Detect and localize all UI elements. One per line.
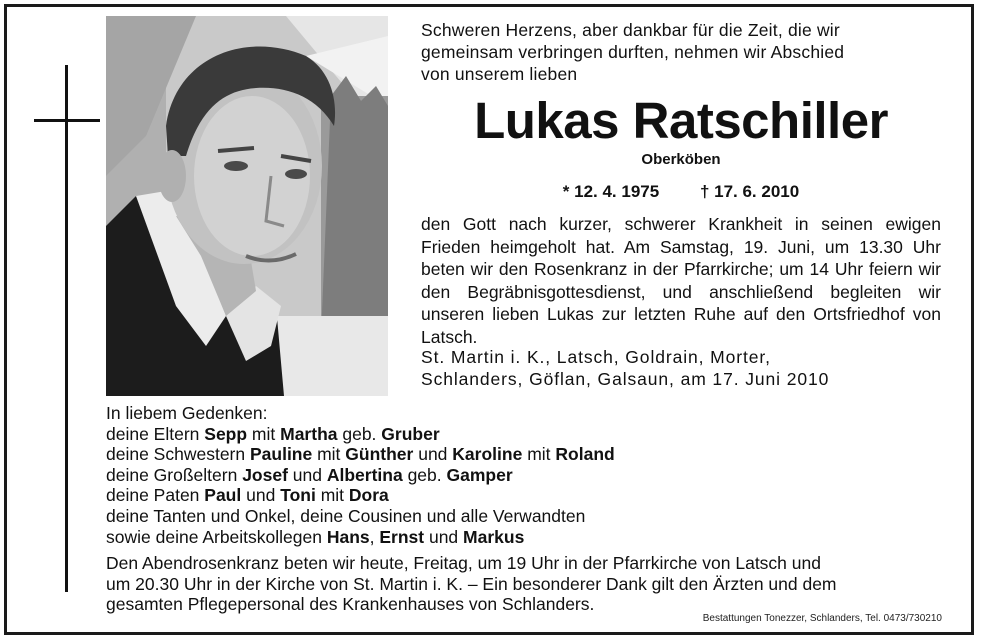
places-and-date bbox=[421, 346, 941, 390]
family-siblings: deine Schwestern Pauline mit Günther und Karoline mit Roland bbox=[106, 444, 615, 465]
announcement-text bbox=[421, 213, 941, 348]
intro-line: von unserem lieben bbox=[421, 64, 578, 84]
funeral-home-credit: Bestattungen Tonezzer, Schlanders, Tel. 0473/730210 bbox=[702, 613, 942, 624]
announcement-paragraph: den Gott nach kurzer, schwerer Krankheit in seinen ewigen Frieden heimgeholt hat. Am Samstag, 19. Juni, um 13.30 Uhr beten wir den Rosenkranz in der Pfarrkirche; um 14 Uhr feiern wir den Begräbnisgottesdienst, und anschließend begleiten wir unseren lieben Lukas zur letzten Ruhe auf den Ortsfriedhof von Latsch. bbox=[421, 214, 941, 347]
portrait-photo bbox=[106, 16, 388, 396]
family-colleagues: sowie deine Arbeitskollegen Hans, Ernst und Markus bbox=[106, 526, 525, 547]
closing-line: gesamten Pflegepersonal des Krankenhauses von Schlanders. bbox=[106, 594, 595, 614]
death-date: † 17. 6. 2010 bbox=[699, 182, 800, 201]
intro-line: gemeinsam verbringen durften, nehmen wir Abschied bbox=[421, 42, 845, 62]
cross-vertical-bar bbox=[65, 65, 68, 592]
family-heading: In liebem Gedenken: bbox=[106, 403, 268, 423]
family-godparents: deine Paten Paul und Toni mit Dora bbox=[106, 485, 389, 506]
family-list bbox=[106, 403, 946, 547]
places-line: Schlanders, Göflan, Galsaun, am 17. Juni 2010 bbox=[421, 369, 830, 389]
home-place: Oberköben bbox=[641, 151, 721, 168]
places-line: St. Martin i. K., Latsch, Goldrain, Morter, bbox=[421, 347, 771, 367]
deceased-name: Lukas Ratschiller bbox=[474, 92, 888, 149]
life-dates bbox=[421, 181, 941, 203]
closing-line: Den Abendrosenkranz beten wir heute, Freitag, um 19 Uhr in der Pfarrkirche von Latsch und bbox=[106, 553, 821, 573]
closing-text bbox=[106, 553, 942, 615]
cross-horizontal-bar bbox=[34, 119, 100, 122]
birth-date: * 12. 4. 1975 bbox=[562, 182, 660, 201]
closing-line: um 20.30 Uhr in der Kirche von St. Martin i. K. – Ein besonderer Dank gilt den Ärzten und dem bbox=[106, 573, 837, 594]
intro-line: Schweren Herzens, aber dankbar für die Zeit, die wir bbox=[421, 20, 840, 40]
family-relatives: deine Tanten und Onkel, deine Cousinen und alle Verwandten bbox=[106, 505, 586, 526]
family-parents: deine Eltern Sepp mit Martha geb. Gruber bbox=[106, 423, 440, 444]
intro-text bbox=[421, 19, 941, 85]
family-grandparents: deine Großeltern Josef und Albertina geb. Gamper bbox=[106, 464, 513, 485]
